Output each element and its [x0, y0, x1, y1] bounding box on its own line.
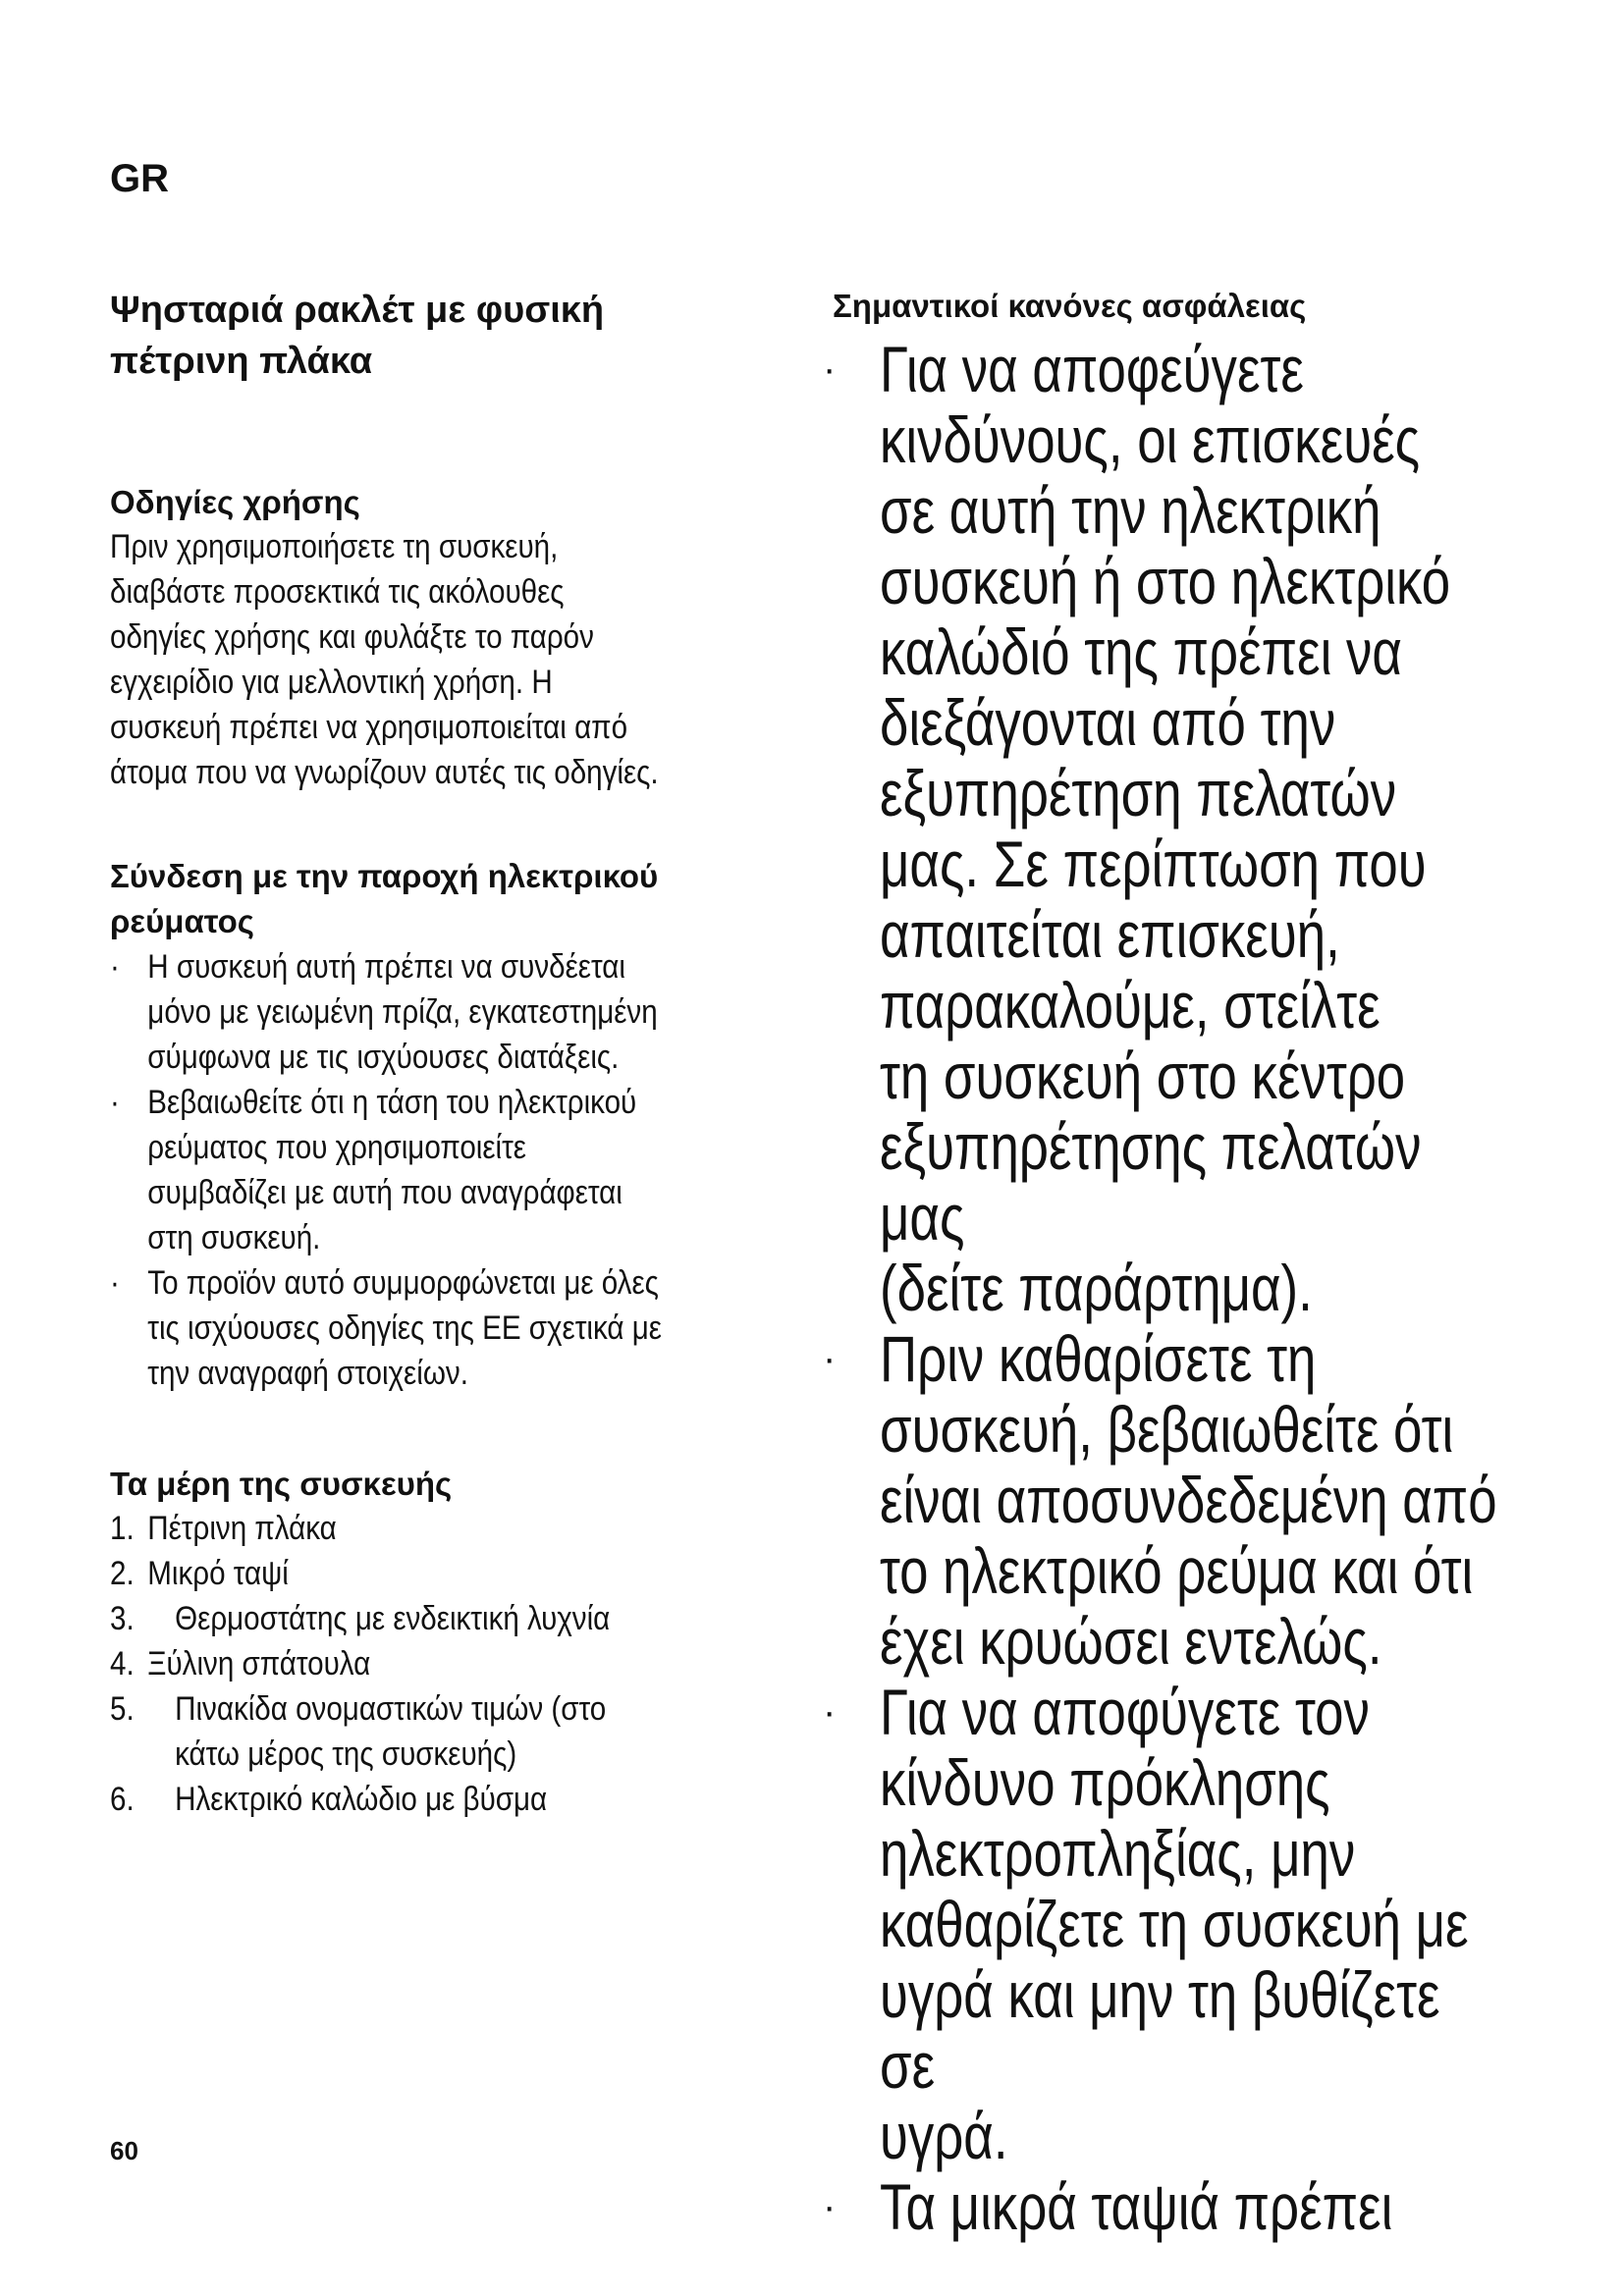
usage-heading: Οδηγίες χρήσης	[110, 484, 360, 520]
text-line: κίνδυνο πρόκλησης	[880, 1746, 1330, 1819]
text-line: Η συσκευή αυτή πρέπει να συνδέεται	[147, 948, 625, 986]
text-line: το ηλεκτρικό ρεύμα και ότι	[880, 1534, 1474, 1607]
text-line: διεξάγονται από την	[880, 686, 1336, 759]
bullet-icon: ·	[823, 347, 837, 391]
text-line: Το προϊόν αυτό συμμορφώνεται με όλες	[147, 1264, 659, 1302]
text-line: συσκευή ή στο ηλεκτρικό	[880, 545, 1451, 617]
text-line: Για να αποφύγετε τον	[880, 1676, 1370, 1748]
heading-line: ρεύματος	[110, 903, 254, 939]
item-number: 3.	[110, 1600, 135, 1637]
list-item	[110, 1080, 810, 1260]
text-line: Βεβαιωθείτε ότι η τάση του ηλεκτρικού	[147, 1084, 637, 1121]
text-line: καθαρίζετε τη συσκευή με	[880, 1888, 1469, 1960]
document-title	[110, 285, 719, 387]
text-line: έχει κρυώσει εντελώς.	[880, 1605, 1382, 1678]
list-item	[823, 334, 1510, 1323]
text-line: Πριν καθαρίσετε τη	[880, 1322, 1317, 1395]
text-line: εξυπηρέτησης πελατών μας	[880, 1110, 1422, 1254]
text-line: συσκευή πρέπει να χρησιμοποιείται από	[110, 709, 628, 746]
list-item	[110, 1260, 810, 1396]
text-line: Θερμοστάτης με ενδεικτική λυχνία	[175, 1600, 611, 1637]
language-code: GR	[110, 157, 169, 200]
text-line: διαβάστε προσεκτικά τις ακόλουθες	[110, 573, 565, 611]
bullet-icon: ·	[823, 1337, 837, 1380]
text-line: Μικρό ταψί	[147, 1555, 289, 1592]
bullet-icon: ·	[823, 1690, 837, 1734]
list-item	[110, 1641, 810, 1686]
list-item	[823, 2171, 1510, 2242]
item-number: 5.	[110, 1690, 135, 1728]
text-line: μας. Σε περίπτωση που	[880, 828, 1427, 900]
connection-heading	[110, 854, 719, 944]
bullet-icon: ·	[110, 1264, 120, 1302]
text-line: συμβαδίζει με αυτή που αναγράφεται	[147, 1174, 623, 1211]
list-item	[110, 1551, 810, 1596]
parts-heading: Τα μέρη της συσκευής	[110, 1466, 453, 1502]
text-line: υγρά και μην τη βυθίζετε σε	[880, 1958, 1440, 2102]
text-line: την αναγραφή στοιχείων.	[147, 1355, 468, 1392]
bullet-icon: ·	[110, 948, 120, 986]
heading-line: Σύνδεση με την παροχή ηλεκτρικού	[110, 858, 659, 894]
text-line: Πριν χρησιμοποιήσετε τη συσκευή,	[110, 528, 559, 565]
safety-text	[880, 1323, 1500, 1677]
text-line: κάτω μέρος της συσκευής)	[175, 1735, 517, 1773]
safety-list	[823, 334, 1510, 2242]
safety-text	[880, 1677, 1500, 2171]
text-line: ρεύματος που χρησιμοποιείτε	[147, 1129, 527, 1166]
title-line: Ψησταριά ρακλέτ με φυσική	[110, 290, 605, 331]
text-line: άτομα που να γνωρίζουν αυτές τις οδηγίες.	[110, 754, 659, 791]
list-item	[110, 1596, 810, 1641]
text-line: Πέτρινη πλάκα	[147, 1510, 337, 1547]
list-item	[823, 1323, 1510, 1677]
bullet-icon: ·	[110, 1084, 120, 1121]
text-line: κινδύνους, οι επισκευές	[880, 403, 1421, 476]
item-number: 6.	[110, 1781, 135, 1818]
parts-list	[110, 1506, 810, 1822]
text-line: εγχειρίδιο για μελλοντική χρήση. Η	[110, 664, 553, 701]
text-line: Πινακίδα ονομαστικών τιμών (στο	[175, 1690, 607, 1728]
list-item	[110, 944, 810, 1080]
text-line: (δείτε παράρτημα).	[880, 1252, 1313, 1324]
text-line: σύμφωνα με τις ισχύουσες διατάξεις.	[147, 1039, 620, 1076]
item-number: 1.	[110, 1510, 135, 1547]
text-line: απαιτείται επισκευή,	[880, 898, 1340, 971]
text-line: οδηγίες χρήσης και φυλάξτε το παρόν	[110, 618, 594, 656]
safety-text	[880, 334, 1500, 1323]
list-item	[110, 1777, 810, 1822]
text-line: τις ισχύουσες οδηγίες της ΕΕ σχετικά με	[147, 1309, 662, 1347]
text-line: στη συσκευή.	[147, 1219, 321, 1256]
text-line: υγρά.	[880, 2100, 1008, 2172]
text-line: Ηλεκτρικό καλώδιο με βύσμα	[175, 1781, 548, 1818]
text-line: τη συσκευή στο κέντρο	[880, 1040, 1406, 1112]
connection-list	[110, 944, 810, 1396]
text-line: παρακαλούμε, στείλτε	[880, 969, 1380, 1041]
title-line: πέτρινη πλάκα	[110, 341, 373, 382]
page-number: 60	[110, 2136, 138, 2165]
text-line: Ξύλινη σπάτουλα	[147, 1645, 371, 1682]
text-line: ηλεκτροπληξίας, μην	[880, 1817, 1356, 1890]
safety-text	[880, 2171, 1500, 2242]
text-line: εξυπηρέτηση πελατών	[880, 757, 1397, 829]
text-line: Για να αποφεύγετε	[880, 333, 1304, 405]
text-line: Τα μικρά ταψιά πρέπει	[880, 2170, 1393, 2243]
usage-paragraph	[110, 524, 810, 795]
list-item	[823, 1677, 1510, 2171]
safety-heading: Σημαντικοί κανόνες ασφάλειας	[833, 288, 1307, 324]
list-item	[110, 1506, 810, 1551]
text-line: είναι αποσυνδεδεμένη από	[880, 1464, 1497, 1536]
text-line: καλώδιό της πρέπει να	[880, 615, 1402, 688]
item-number: 2.	[110, 1555, 135, 1592]
item-number: 4.	[110, 1645, 135, 1682]
bullet-icon: ·	[823, 2185, 837, 2228]
list-item	[110, 1686, 810, 1777]
text-line: συσκευή, βεβαιωθείτε ότι	[880, 1393, 1454, 1466]
text-line: μόνο με γειωμένη πρίζα, εγκατεστημένη	[147, 993, 658, 1031]
text-line: σε αυτή την ηλεκτρική	[880, 474, 1381, 547]
